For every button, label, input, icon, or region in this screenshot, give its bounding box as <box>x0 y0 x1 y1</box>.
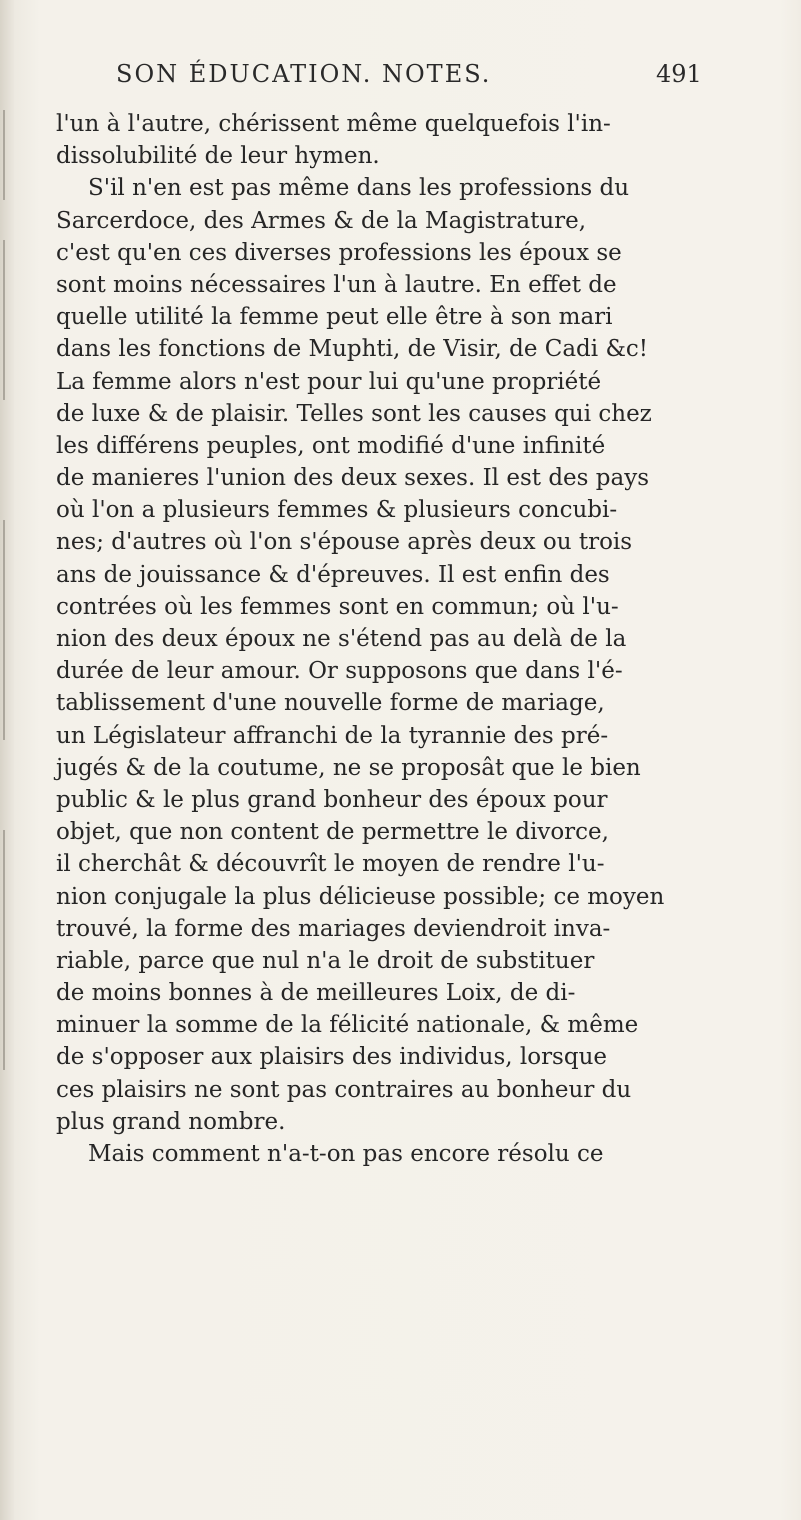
text-line <box>30 237 770 269</box>
text-line <box>30 816 770 848</box>
text-line-content: l'un à l'autre, chérissent même quelquefois l'in- <box>56 111 611 137</box>
text-line-content: dissolubilité de leur hymen. <box>56 143 380 170</box>
text-line-content: ces plaisirs ne sont pas contraires au bonheur du <box>56 1076 632 1103</box>
text-line-content: S'il n'en est pas même dans les professions du <box>88 175 630 202</box>
text-line-content: c'est qu'en ces diverses professions les époux se <box>56 239 622 266</box>
page-gutter <box>0 0 14 1520</box>
text-line <box>30 1106 770 1138</box>
text-line-content: il cherchât & découvrît le moyen de rendre l'u- <box>56 851 605 878</box>
text-line <box>30 398 770 430</box>
text-line-content: contrées où les femmes sont en commun; où l'u- <box>56 593 619 620</box>
body-text <box>30 108 770 1170</box>
text-line-content: ans de jouissance & d'épreuves. Il est enfin des <box>56 561 610 588</box>
text-line <box>30 430 770 462</box>
text-line-content: nion des deux époux ne s'étend pas au delà de la <box>56 626 627 652</box>
text-line-content: dans les fonctions de Muphti, de Visir, de Cadi &c! <box>56 336 649 363</box>
text-line-content: minuer la somme de la félicité nationale, & même <box>56 1012 639 1039</box>
text-line <box>30 205 770 237</box>
text-line-content: où l'on a plusieurs femmes & plusieurs concubi- <box>56 497 618 524</box>
text-line <box>30 591 770 623</box>
text-line-content: Sarcerdoce, des Armes & de la Magistrature, <box>56 207 587 234</box>
text-line-content: riable, parce que nul n'a le droit de substituer <box>56 947 595 974</box>
text-line-content: jugés & de la coutume, ne se proposât que le bien <box>56 754 641 781</box>
gutter-mark <box>3 520 5 740</box>
text-line-content: les différens peuples, ont modifié d'une infinité <box>56 432 606 459</box>
text-line <box>30 977 770 1009</box>
text-line-content: plus grand nombre. <box>56 1108 286 1135</box>
text-line <box>30 1009 770 1041</box>
text-line-content: Mais comment n'a-t-on pas encore résolu ce <box>88 1141 604 1167</box>
text-line-content: nes; d'autres où l'on s'épouse après deux ou trois <box>56 529 633 556</box>
text-line <box>30 108 770 140</box>
text-line <box>30 1041 770 1073</box>
text-line <box>30 1138 770 1170</box>
gutter-mark <box>3 240 5 400</box>
text-line <box>30 720 770 752</box>
text-line <box>30 945 770 977</box>
text-line-content: quelle utilité la femme peut elle être à son mari <box>56 304 613 331</box>
text-line <box>30 494 770 526</box>
text-line <box>30 687 770 719</box>
text-line <box>30 172 770 204</box>
text-line-content: public & le plus grand bonheur des époux pour <box>56 786 608 813</box>
text-line <box>30 462 770 494</box>
text-line <box>30 881 770 913</box>
text-line <box>30 623 770 655</box>
text-line <box>30 526 770 558</box>
text-line <box>30 269 770 301</box>
header-title: SON ÉDUCATION. NOTES. <box>116 60 492 88</box>
gutter-mark <box>3 830 5 1070</box>
text-line <box>30 559 770 591</box>
text-line <box>30 913 770 945</box>
text-line-content: La femme alors n'est pour lui qu'une propriété <box>56 368 602 395</box>
text-line-content: tablissement d'une nouvelle forme de mariage, <box>56 690 605 717</box>
gutter-mark <box>3 110 5 200</box>
text-line-content: un Législateur affranchi de la tyrannie des pré- <box>56 722 609 749</box>
running-header <box>116 60 716 88</box>
text-line <box>30 848 770 880</box>
text-line <box>30 784 770 816</box>
text-line <box>30 333 770 365</box>
text-line-content: objet, que non content de permettre le divorce, <box>56 819 609 846</box>
text-line-content: de manieres l'union des deux sexes. Il est des pays <box>56 465 650 492</box>
text-line <box>30 1074 770 1106</box>
text-line-content: de moins bonnes à de meilleures Loix, de di- <box>56 980 576 1007</box>
text-line-content: nion conjugale la plus délicieuse possible; ce moyen <box>56 883 665 910</box>
text-line-content: sont moins nécessaires l'un à lautre. En effet de <box>56 271 617 298</box>
text-line <box>30 140 770 172</box>
text-line <box>30 655 770 687</box>
text-line <box>30 301 770 333</box>
text-line-content: de s'opposer aux plaisirs des individus, lorsque <box>56 1044 608 1071</box>
text-line-content: de luxe & de plaisir. Telles sont les causes qui chez <box>56 400 652 427</box>
page-number: 491 <box>656 60 702 88</box>
text-line-content: trouvé, la forme des mariages deviendroit inva- <box>56 915 611 942</box>
text-line <box>30 366 770 398</box>
text-line-content: durée de leur amour. Or supposons que dans l'é- <box>56 658 623 685</box>
text-line <box>30 752 770 784</box>
